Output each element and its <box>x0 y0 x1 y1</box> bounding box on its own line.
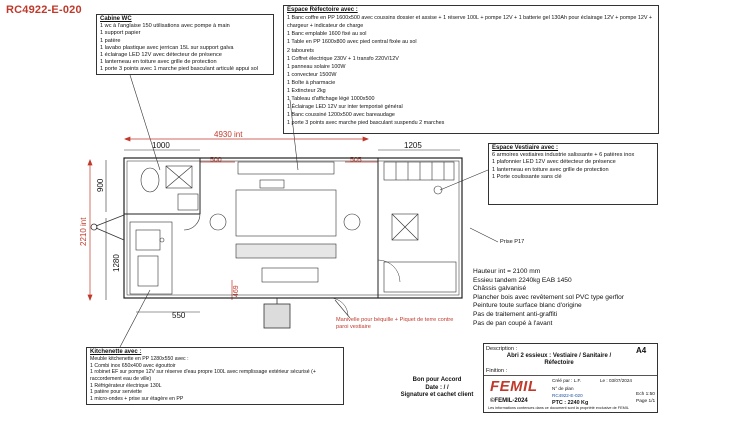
wc-fixtures <box>141 166 200 230</box>
list-item: 1 Porte coulissante sans clé <box>492 173 562 180</box>
footer-note: Les informations contenues dans ce document sont la propriété exclusive de FEMIL <box>488 406 629 410</box>
spec-item: Plancher bois avec revêtement sol PVC type gerflor <box>473 293 624 301</box>
red-dimensions <box>88 137 378 300</box>
partitions <box>124 158 378 298</box>
list-item: 1 Tableau d'affichage légé 1000x500 <box>287 96 375 103</box>
list-item: 1 Table en PP 1600x800 avec pied central fixée au sol <box>287 39 417 46</box>
date-created: Le : 03/07/2024 <box>600 378 632 383</box>
list-item: 1 éclairage LED 12V avec détecteur de présence <box>100 52 222 59</box>
cabine-wc-title: Cabine WC <box>100 16 132 22</box>
dim-table: 505 <box>350 157 362 164</box>
list-item: 1 lanterneau en toiture avec grille de protection <box>492 166 609 173</box>
list-item: 1 lanterneau en toiture avec grille de protection <box>100 59 217 66</box>
list-item: 1 patère <box>100 37 121 44</box>
shell <box>124 158 462 298</box>
format-label: A4 <box>636 346 647 355</box>
list-item: 1 robinet EF sur pompe 12V sur réserve d'eau propre 100L avec remplissage extérieur sécurisé (+ raccordement eau de ville) <box>90 369 316 382</box>
description-label: Description : <box>486 346 518 352</box>
dim-vestiaire-width: 1205 <box>404 141 422 150</box>
scale-page <box>636 392 655 405</box>
drawing-reference: RC4922-E-020 <box>6 4 82 16</box>
refectoire-title: Espace Réfectoire avec : <box>287 7 358 13</box>
door-swings <box>330 260 400 316</box>
title-block <box>483 343 658 413</box>
spec-item: Essieu tandem 2240kg EAB 1450 <box>473 276 572 284</box>
dim-wc-depth: 900 <box>96 178 105 192</box>
list-item: 1 convecteur 1500W <box>287 71 337 78</box>
drawing-ref: RC4922-E-020 <box>552 393 583 398</box>
list-item: 2 tabourets <box>287 47 314 54</box>
plan-label: N° de plan <box>552 385 574 391</box>
title-meta <box>552 377 588 407</box>
list-item: Meuble kitchenette en PP 1280x550 avec : <box>90 356 189 363</box>
spec-item: Châssis galvanisé <box>473 285 527 293</box>
black-dimensions <box>106 150 460 312</box>
drawn-by: Créé par : L.F. <box>552 378 582 383</box>
dim-wc-width: 1000 <box>152 141 170 150</box>
dim-total-width: 2210 int <box>79 217 88 246</box>
list-item: 1 Banc coussiné 1200x500 avec bareaudage <box>287 112 395 119</box>
kitchen-fixtures <box>130 222 172 294</box>
refectoire-furniture <box>210 162 360 282</box>
description-text: Abri 2 essieux : Vestiaire / Sanitaire / Réfectoire <box>506 353 612 366</box>
copyright: ©FEMIL-2024 <box>490 398 528 404</box>
page-label: Page 1/1 <box>636 398 656 404</box>
prise-label: Prise P17 <box>500 239 525 245</box>
dim-total-length: 4930 int <box>214 130 243 139</box>
list-item: 1 Banc coffre en PP 1600x500 avec coussins dossier et assise + 1 réserve 100L + pompe 12V + 1 batterie gel 130Ah pour éclairage 12V + pompe 12V + chargeur + indicateur de charge <box>287 15 653 30</box>
sign-line: Signature et cachet client <box>400 392 474 398</box>
finition-label: Finition : <box>486 368 508 374</box>
vestiaire-furniture <box>384 162 456 292</box>
list-item: 1 support papier <box>100 30 141 37</box>
sign-title: Bon pour Accord <box>412 377 462 383</box>
vestiaire-title: Espace Vestiaire avec : <box>492 145 559 151</box>
dim-kitchen-depth: 550 <box>172 311 186 320</box>
manivelle-note: Manivelle pour béquille + Piquet de terre contre paroi vestiaire <box>336 317 454 330</box>
list-item: 1 Coffret électrique 230V + 1 transfo 220V/12V <box>287 55 399 62</box>
title-meta-right <box>600 377 632 385</box>
sign-date: Date : / / <box>425 384 449 391</box>
list-item: 1 Réfrigérateur électrique 130L <box>90 382 162 389</box>
scale-label: Ech 1:50 <box>636 392 655 397</box>
list-item: 1 porte 3 points avec 1 marche pied basculant articulé appui sol <box>100 66 258 73</box>
list-item: 1 plafonnier LED 12V avec détecteur de présence <box>492 159 616 166</box>
list-item: 1 porte 3 points avec marche pied basculant suspendu 2 marches <box>287 120 445 127</box>
ptc-label: PTC : 2240 Kg <box>552 399 589 406</box>
dim-bench: 500 <box>210 157 222 164</box>
spec-item: Hauteur int = 2100 mm <box>473 268 541 275</box>
list-item: 1 panneau solaire 100W <box>287 63 346 70</box>
list-item: 1 Boîte à pharmacie <box>287 79 336 86</box>
list-item: 6 armoires vestiaires industrie salissante + 6 patères inox <box>492 152 635 159</box>
femil-logo: FEMIL <box>490 378 538 395</box>
spec-item: Pas de traitement anti-graffiti <box>473 310 558 318</box>
list-item: 1 micro-ondes + prise sur étagère en PP <box>90 395 184 402</box>
list-item: 1 patère pour serviette <box>90 389 142 396</box>
dim-kitchen-length: 1280 <box>112 254 121 272</box>
list-item: 1 Extincteur 2kg <box>287 88 326 95</box>
kitchenette-title: Kitchenette avec : <box>90 349 142 355</box>
signature-block <box>392 377 482 400</box>
leader-lines <box>120 75 498 347</box>
spec-item: Peinture toute surface blanc d'origine <box>473 302 582 310</box>
list-item: 1 Éclairage LED 12V sur inter temporisé général <box>287 104 403 111</box>
list-item: 1 lavabo plastique avec jerrican 15L sur support galva <box>100 44 234 51</box>
dim-aisle: 469 <box>233 285 240 297</box>
list-item: 1 Banc emplable 1600 fixé au sol <box>287 31 367 38</box>
list-item: 1 wc à l'anglaise 150 utilisations avec pompe à main <box>100 23 230 30</box>
list-item: 1 Combi inox 650x400 avec égouttoir <box>90 362 176 369</box>
spec-item: Pas de pan coupé à l'avant <box>473 319 553 327</box>
